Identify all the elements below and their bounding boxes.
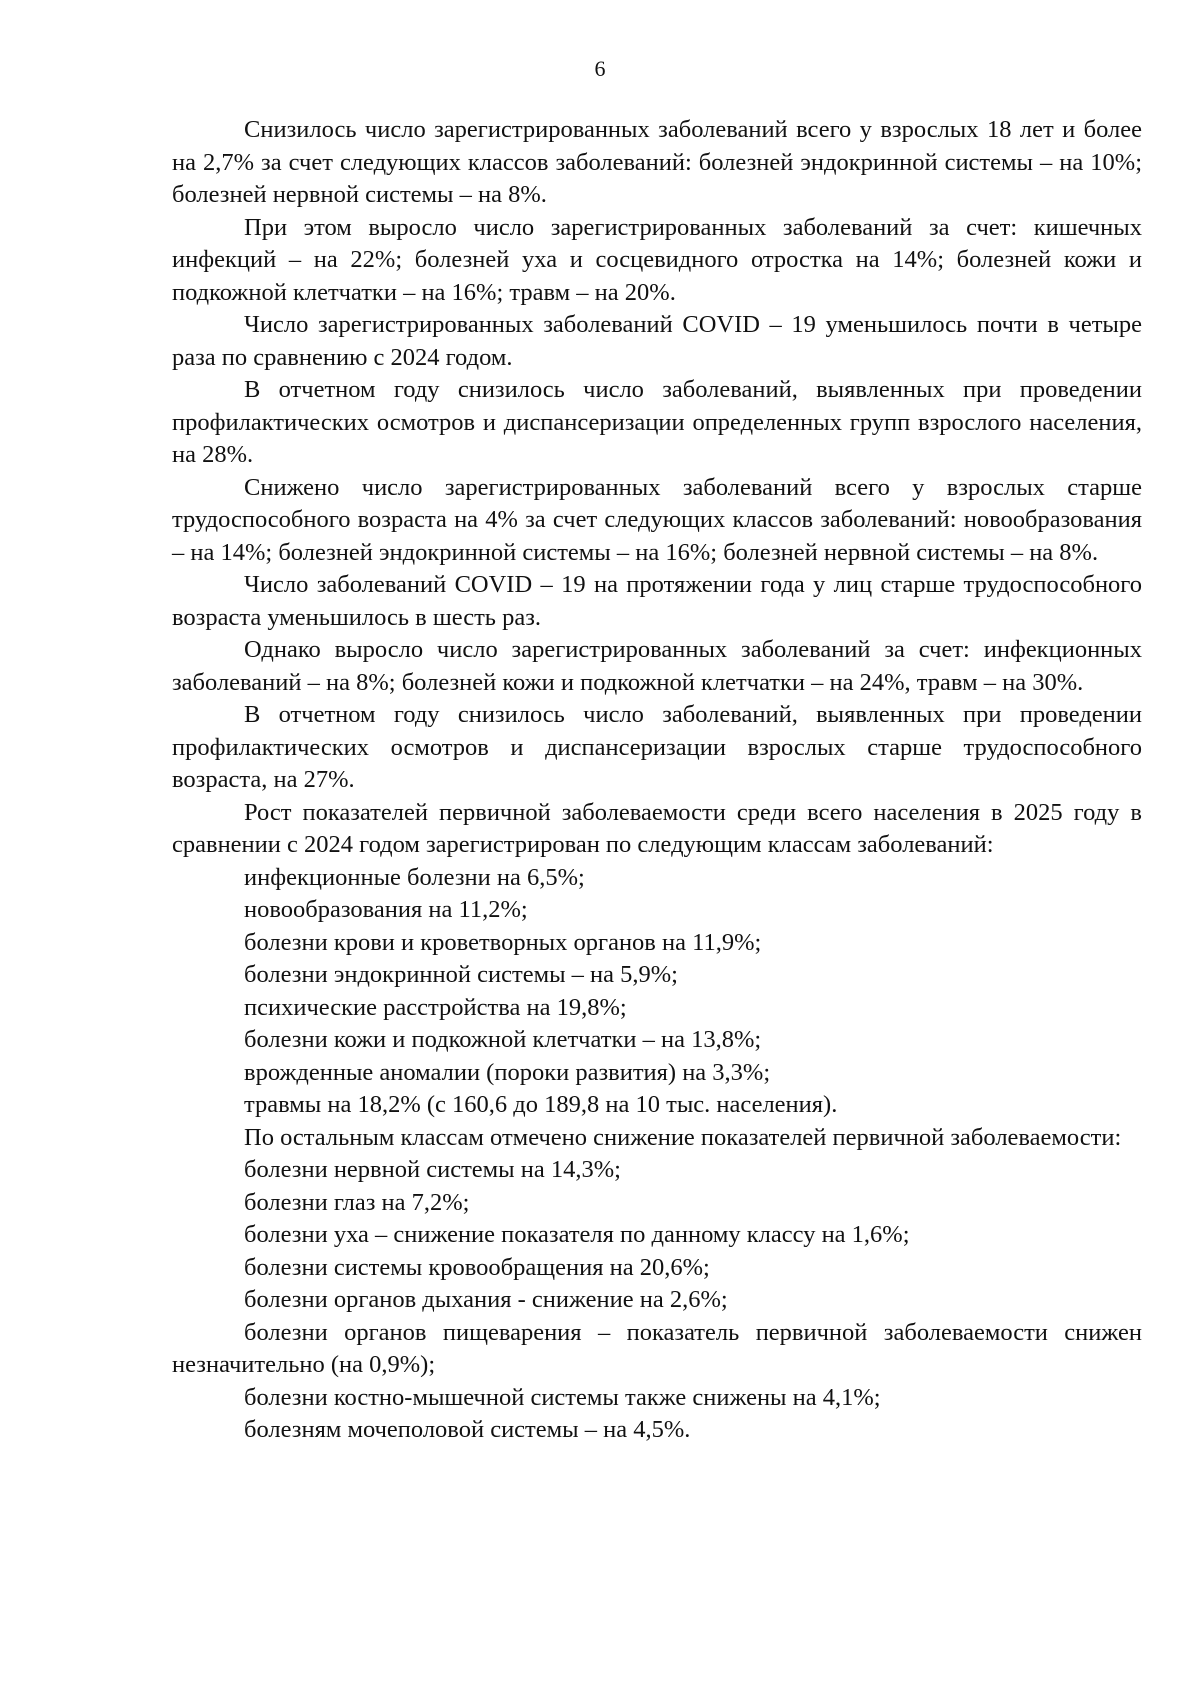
list-item: болезни уха – снижение показателя по данному классу на 1,6%;	[244, 1221, 910, 1248]
paragraph-covid-elderly: Число заболеваний COVID – 19 на протяжении года у лиц старше трудоспособного возраста уменьшилось в шесть раз.	[172, 571, 1142, 631]
paragraph-elderly-decrease: Снижено число зарегистрированных заболеваний всего у взрослых старше трудоспособного возраста на 4% за счет следующих классов заболеваний: новообразования – на 14%; болезней эндокринной системы – на 16%; болезней нервной системы – на 8%.	[172, 473, 1142, 566]
list-item: травмы на 18,2% (с 160,6 до 189,8 на 10 тыс. населения).	[244, 1091, 838, 1118]
paragraph-adults-increase: При этом выросло число зарегистрированных заболеваний за счет: кишечных инфекций – на 22%; болезней уха и сосцевидного отростка на 14%; болезней кожи и подкожной клетчатки – на 16%; травм – на 20%.	[172, 213, 1142, 306]
list-item: болезни органов пищеварения – показатель первичной заболеваемости снижен незначительно (на 0,9%);	[172, 1318, 1142, 1378]
list-item: психические расстройства на 19,8%;	[244, 993, 627, 1021]
paragraph-primary-decrease-intro: По остальным классам отмечено снижение показателей первичной заболеваемости:	[244, 1123, 1122, 1151]
list-item: болезни костно-мышечной системы также снижены на 4,1%;	[244, 1383, 881, 1411]
list-item: врожденные аномалии (пороки развития) на 3,3%;	[244, 1058, 771, 1086]
paragraph-elderly-increase: Однако выросло число зарегистрированных заболеваний за счет: инфекционных заболеваний – на 8%; болезней кожи и подкожной клетчатки – на 24%, травм – на 30%.	[172, 636, 1142, 696]
document-body	[172, 114, 1142, 1447]
list-item: новообразования на 11,2%;	[244, 896, 528, 923]
paragraph-adults-decrease: Снизилось число зарегистрированных заболеваний всего у взрослых 18 лет и более на 2,7% за счет следующих классов заболеваний: болезней эндокринной системы – на 10%; болезней нервной системы – на 8%.	[172, 116, 1142, 208]
paragraph-covid-adults: Число зарегистрированных заболеваний COVID – 19 уменьшилось почти в четыре раза по сравнению с 2024 годом.	[172, 311, 1142, 371]
paragraph-checkups-elderly: В отчетном году снизилось число заболеваний, выявленных при проведении профилактических осмотров и диспансеризации взрослых старше трудоспособного возраста, на 27%.	[172, 701, 1142, 793]
paragraph-checkups-adults: В отчетном году снизилось число заболеваний, выявленных при проведении профилактических осмотров и диспансеризации определенных групп взрослого населения, на 28%.	[172, 376, 1142, 468]
paragraph-primary-increase-intro: Рост показателей первичной заболеваемости среди всего населения в 2025 году в сравнении с 2024 годом зарегистрирован по следующим классам заболеваний:	[172, 798, 1142, 858]
page-number: 6	[594, 56, 606, 81]
list-item: болезням мочеполовой системы – на 4,5%.	[244, 1416, 691, 1443]
list-item: болезни крови и кроветворных органов на 11,9%;	[244, 928, 762, 956]
list-item: болезни эндокринной системы – на 5,9%;	[244, 961, 678, 988]
list-item: болезни системы кровообращения на 20,6%;	[244, 1253, 710, 1281]
list-item: инфекционные болезни на 6,5%;	[244, 863, 585, 891]
list-item: болезни кожи и подкожной клетчатки – на 13,8%;	[244, 1026, 762, 1053]
list-item: болезни нервной системы на 14,3%;	[244, 1156, 621, 1183]
list-item: болезни глаз на 7,2%;	[244, 1188, 470, 1216]
list-item: болезни органов дыхания - снижение на 2,6%;	[244, 1286, 728, 1313]
